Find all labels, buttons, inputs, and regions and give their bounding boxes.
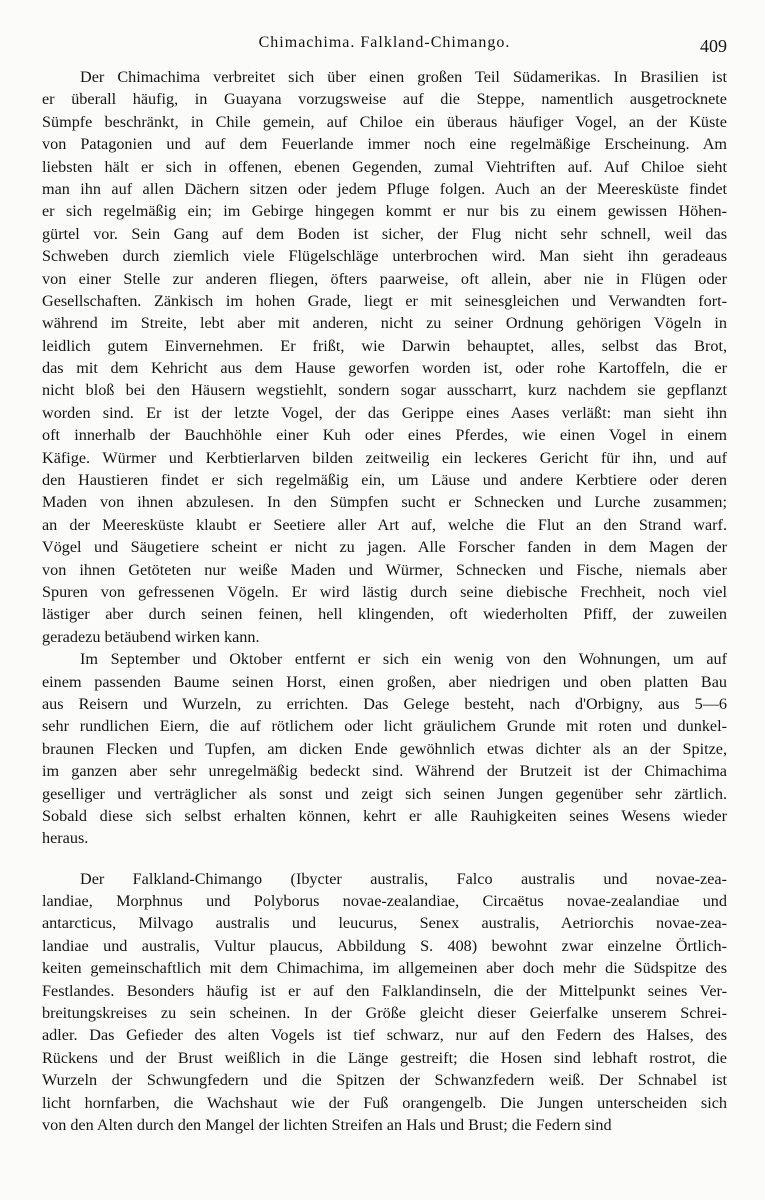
text-line: sehr rundlichen Eiern, die auf rötlichem oder licht gräulichem Grunde mit roten und dunkel- <box>42 717 727 736</box>
text-line: Sobald diese sich selbst erhalten können, kehrt er alle Rauhigkeiten seines Wesens wieder <box>42 806 727 825</box>
text-line: Spuren von gefressenen Vögeln. Er wird lästig durch seine diebische Frechheit, noch viel <box>42 582 727 601</box>
page-body <box>42 66 727 1136</box>
text-line: einem passenden Baume seinen Horst, einen großen, aber niedrigen und oben platten Bau <box>42 672 727 691</box>
text-line: liebsten hält er sich in offenen, ebenen Gegenden, zumal Viehtriften auf. Auf Chiloe sieht <box>42 157 727 176</box>
text-line: von Patagonien und auf dem Feuerlande immer noch eine regelmäßige Erscheinung. Am <box>42 135 727 154</box>
paragraph <box>42 66 727 648</box>
text-line: landiae und australis, Vultur plaucus, Abbildung S. 408) bewohnt zwar einzelne Örtlich- <box>42 936 727 955</box>
text-line: Vögel und Säugetiere scheint er nicht zu jagen. Alle Forscher fanden in dem Magen der <box>42 538 727 557</box>
text-line: Maden von ihnen abzulesen. In den Sümpfen sucht er Schnecken und Lurche zusammen; <box>42 493 727 512</box>
text-line: Sümpfe beschränkt, in Chile gemein, auf Chiloe ein überaus häufiger Vogel, an der Küste <box>42 112 727 131</box>
text-line: landiae, Morphnus und Polyborus novae-zealandiae, Circaëtus novae-zealandiae und <box>42 892 727 911</box>
text-line: Wurzeln der Schwungfedern und die Spitzen der Schwanzfedern weiß. Der Schnabel ist <box>42 1071 727 1090</box>
text-line: geselliger und verträglicher als sonst und zeigt sich seinen Jungen gegenüber sehr zärtlich. <box>42 784 727 803</box>
text-line: Der Falkland-Chimango (Ibycter australis, Falco australis und novae-zea- <box>80 869 727 888</box>
running-title: Chimachima. Falkland-Chimango. <box>258 34 511 51</box>
text-line: Der Chimachima verbreitet sich über einen großen Teil Südamerikas. In Brasilien ist <box>80 68 727 86</box>
text-line: Käfige. Würmer und Kerbtierlarven bilden zeitweilig ein leckeres Gericht für ihn, und auf <box>42 448 727 467</box>
text-line: gürtel vor. Sein Gang auf dem Boden ist sicher, der Flug nicht sehr schnell, weil das <box>42 224 727 243</box>
text-line: heraus. <box>42 829 89 848</box>
text-line: im ganzen aber sehr unregelmäßig bedeckt sind. Während der Brutzeit ist der Chimachima <box>42 762 727 781</box>
text-line: leidlich gutem Einvernehmen. Er frißt, wie Darwin behauptet, alles, selbst das Brot, <box>42 336 727 355</box>
text-line: von ihnen Getöteten nur weiße Maden und Würmer, Schnecken und Fische, niemals aber <box>42 560 727 579</box>
text-line: geradezu betäubend wirken kann. <box>42 627 260 646</box>
text-line: von den Alten durch den Mangel der lichten Streifen an Hals und Brust; die Federn sind <box>42 1115 612 1134</box>
text-line: Festlandes. Besonders häufig ist er auf den Falklandinseln, die der Mittelpunkt seines Ver- <box>42 981 727 1000</box>
text-line: er sich regelmäßig ein; im Gebirge hingegen kommt er nur bis zu einem gewissen Höhen- <box>42 202 727 221</box>
text-line: man ihn auf allen Dächern sitzen oder jedem Pfluge folgen. Auch an der Meeresküste findet <box>42 179 727 198</box>
paragraph <box>42 868 727 1137</box>
text-line: lästiger aber durch seinen feinen, hell klingenden, oft wiederholten Pfiff, der zuweilen <box>42 605 727 624</box>
page-number: 409 <box>700 36 727 56</box>
text-line: licht hornfarben, die Wachshaut wie der Fuß orangengelb. Die Jungen unterscheiden sich <box>42 1093 727 1112</box>
text-line: breitungskreises zu sein scheinen. In der Größe gleicht dieser Geierfalke unserem Schrei- <box>42 1004 727 1023</box>
text-line: antarcticus, Milvago australis und leucurus, Senex australis, Aetriorchis novae-zea- <box>42 914 727 933</box>
text-line: Rückens und der Brust weißlich in die Länge gestreift; die Hosen sind lebhaft rostrot, die <box>42 1048 727 1067</box>
text-line: worden sind. Er ist der letzte Vogel, der das Gerippe eines Aases verläßt: man sieht ihn <box>42 403 727 422</box>
text-line: nicht bloß bei den Häusern wegstiehlt, sondern sogar ausscharrt, kurz nachdem sie gepflanzt <box>42 381 727 400</box>
paragraph <box>42 648 727 850</box>
text-line: braunen Flecken und Tupfen, am dicken Ende gewöhnlich etwas dichter als an der Spitze, <box>42 739 727 758</box>
text-line: er überall häufig, in Guayana vorzugsweise auf die Steppe, namentlich ausgetrocknete <box>42 90 727 109</box>
text-line: aus Reisern und Wurzeln, zu errichten. Das Gelege besteht, nach d'Orbigny, aus 5—6 <box>42 694 727 713</box>
text-line: an der Meeresküste klaubt er Seetiere aller Art auf, welche die Flut an den Strand warf. <box>42 515 727 534</box>
text-line: Im September und Oktober entfernt er sich ein wenig von den Wohnungen, um auf <box>80 650 727 669</box>
text-line: Schweben durch ziemlich viele Flügelschläge unterbrochen wird. Man sieht ihn geradeaus <box>42 247 727 266</box>
text-line: den Haustieren findet er sich regelmäßig ein, um Läuse und andere Kerbtiere oder deren <box>42 471 727 490</box>
text-line: oft innerhalb der Bauchhöhle einer Kuh oder eines Pferdes, wie einen Vogel in einem <box>42 426 727 445</box>
text-line: keiten gemeinschaftlich mit dem Chimachima, im allgemeinen aber doch mehr die Südspitze des <box>42 959 727 978</box>
text-line: von einer Stelle zur anderen fliegen, öfters paarweise, oft allein, aber nie in Flügen oder <box>42 269 727 288</box>
text-line: während im Streite, lebt aber mit anderen, nicht zu seiner Ordnung gehörigen Vögeln in <box>42 314 727 333</box>
page-header <box>42 34 727 58</box>
text-line: adler. Das Gefieder des alten Vogels ist tief schwarz, nur auf den Federn des Halses, des <box>42 1026 727 1045</box>
text-line: das mit dem Kehricht aus dem Hause geworfen worden ist, oder rohe Kartoffeln, die er <box>42 359 727 378</box>
section-gap <box>42 850 727 868</box>
text-line: Gesellschaften. Zänkisch im hohen Grade, liegt er mit seinesgleichen und Verwandten fort- <box>42 291 727 310</box>
